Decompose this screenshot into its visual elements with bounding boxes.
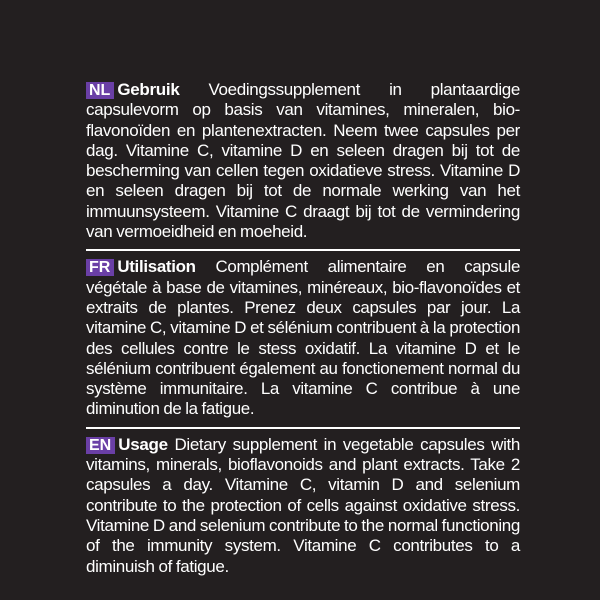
section-heading-nl: Gebruik xyxy=(117,80,180,99)
section-divider xyxy=(86,249,520,251)
language-badge-nl: NL xyxy=(86,82,114,99)
section-body-fr: Complément alimentaire en capsule végétale à base de vitamines, minéreaux, bio-flavonoïdes et extraits de plantes. Prenez deux capsules par jour. La vitamine C, vitamine D et sélénium contribuent à la protection des cellules contre le stess oxidatif. La vitamine D et le sélénium contribuent également au fonctionement normal du système immunitaire. La vitamine C contribue à une diminution de la fatigue. xyxy=(86,257,521,419)
language-badge-fr: FR xyxy=(86,259,114,276)
section-heading-fr: Utilisation xyxy=(117,257,196,277)
usage-instructions xyxy=(86,80,520,577)
section-en xyxy=(86,435,520,577)
section-heading-en: Usage xyxy=(118,434,168,454)
section-divider xyxy=(86,427,520,429)
language-badge-en: EN xyxy=(86,437,115,454)
section-fr xyxy=(86,257,520,419)
section-body-en: Dietary supplement in vegetable capsules with vitamins, minerals, bioflavonoids and plant extracts. Take 2 capsules a day. Vitamine C, vitamin D and selenium contribute to the protection of cells against oxidative stress. Vitamine D and selenium contribute to the normal functioning of the immunity system. Vitamine C contributes to a diminuish of fatigue. xyxy=(86,434,520,576)
section-body-nl: Voedingssupplement in plantaardige capsulevorm op basis van vitamines, mineralen, bio-flavonoïden en plantenextracten. Neem twee capsules per dag. Vitamine C, vitamine D en seleen dragen bij tot de bescherming van cellen tegen oxidatieve stress. Vitamine D en seleen dragen bij tot de normale werking van het immuunsysteem. Vitamine C draagt bij tot de vermindering van vermoeidheid en moeheid. xyxy=(86,80,520,242)
section-nl xyxy=(86,80,520,242)
